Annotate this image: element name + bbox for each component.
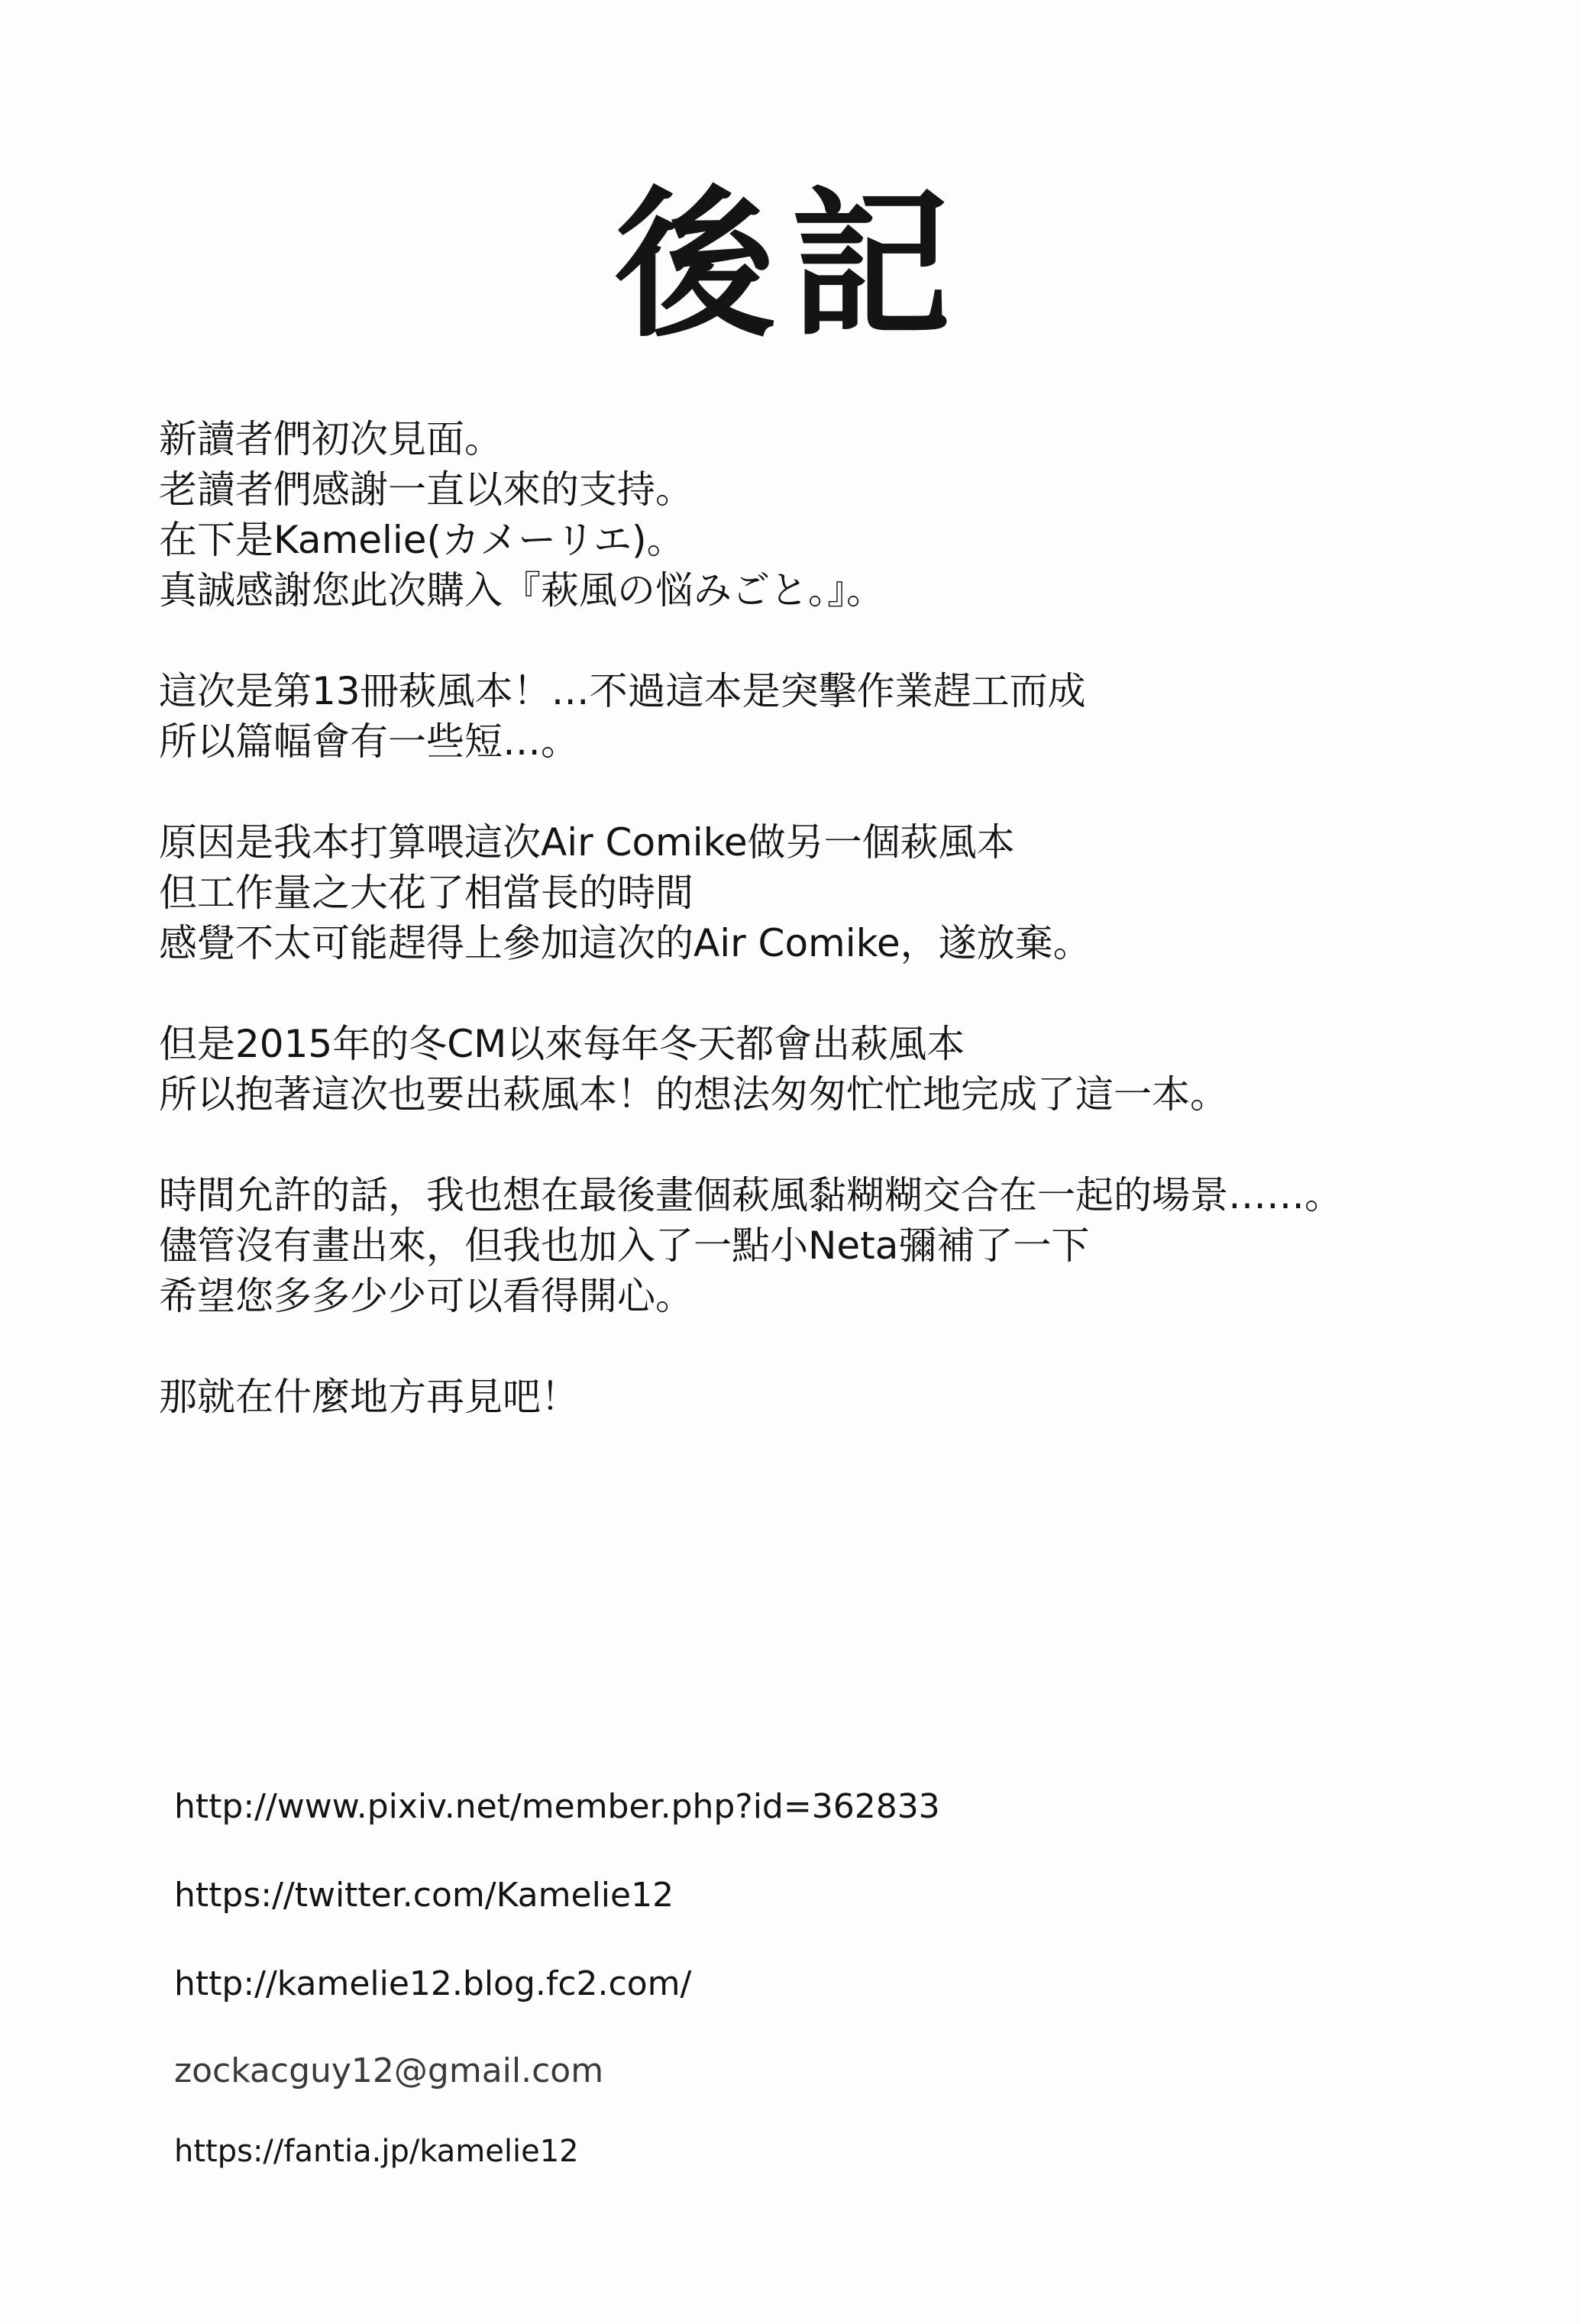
blog-link[interactable]: http://kamelie12.blog.fc2.com/ bbox=[174, 1964, 692, 2003]
text-line: 希望您多多少少可以看得開心。 bbox=[159, 1274, 694, 1318]
text-line: 在下是Kamelie(カメーリエ)。 bbox=[159, 518, 685, 562]
email-link[interactable]: zockacguy12@gmail.com bbox=[174, 2051, 604, 2090]
text-line: 所以抱著這次也要出萩風本！的想法匆匆忙忙地完成了這一本。 bbox=[159, 1072, 1228, 1117]
twitter-link[interactable]: https://twitter.com/Kamelie12 bbox=[174, 1876, 674, 1915]
text-line: 感覺不太可能趕得上參加這次的Air Comike，遂放棄。 bbox=[159, 921, 1091, 965]
text-line: 儘管沒有畫出來，但我也加入了一點小Neta彌補了一下 bbox=[159, 1223, 1090, 1268]
paragraph-book-info bbox=[159, 666, 1518, 767]
text-line: 新讀者們初次見面。 bbox=[159, 417, 503, 461]
text-line: 老讀者們感謝一直以來的支持。 bbox=[159, 467, 694, 512]
text-line: 但是2015年的冬CM以來每年冬天都會出萩風本 bbox=[159, 1022, 965, 1066]
fantia-link[interactable]: https://fantia.jp/kamelie12 bbox=[174, 2134, 579, 2169]
text-line: 所以篇幅會有一些短…。 bbox=[159, 719, 579, 764]
paragraph-reason bbox=[159, 817, 1518, 968]
paragraph-wish bbox=[159, 1170, 1518, 1321]
afterword-body bbox=[159, 414, 1518, 1472]
paragraph-tradition bbox=[159, 1019, 1518, 1120]
text-line: 原因是我本打算喂這次Air Comike做另一個萩風本 bbox=[159, 820, 1015, 865]
text-line: 時間允許的話，我也想在最後畫個萩風黏糊糊交合在一起的場景……。 bbox=[159, 1173, 1343, 1217]
text-line: 但工作量之大花了相當長的時間 bbox=[159, 871, 694, 915]
text-line: 這次是第13冊萩風本！…不過這本是突擊作業趕工而成 bbox=[159, 669, 1086, 713]
text-line: 真誠感謝您此次購入『萩風の悩みごと。』。 bbox=[159, 568, 884, 613]
pixiv-link[interactable]: http://www.pixiv.net/member.php?id=362833 bbox=[174, 1787, 940, 1826]
paragraph-greeting bbox=[159, 414, 1518, 616]
text-line: 那就在什麼地方再見吧！ bbox=[159, 1375, 579, 1419]
paragraph-farewell bbox=[159, 1372, 1518, 1422]
page-title: 後記 bbox=[614, 172, 966, 359]
